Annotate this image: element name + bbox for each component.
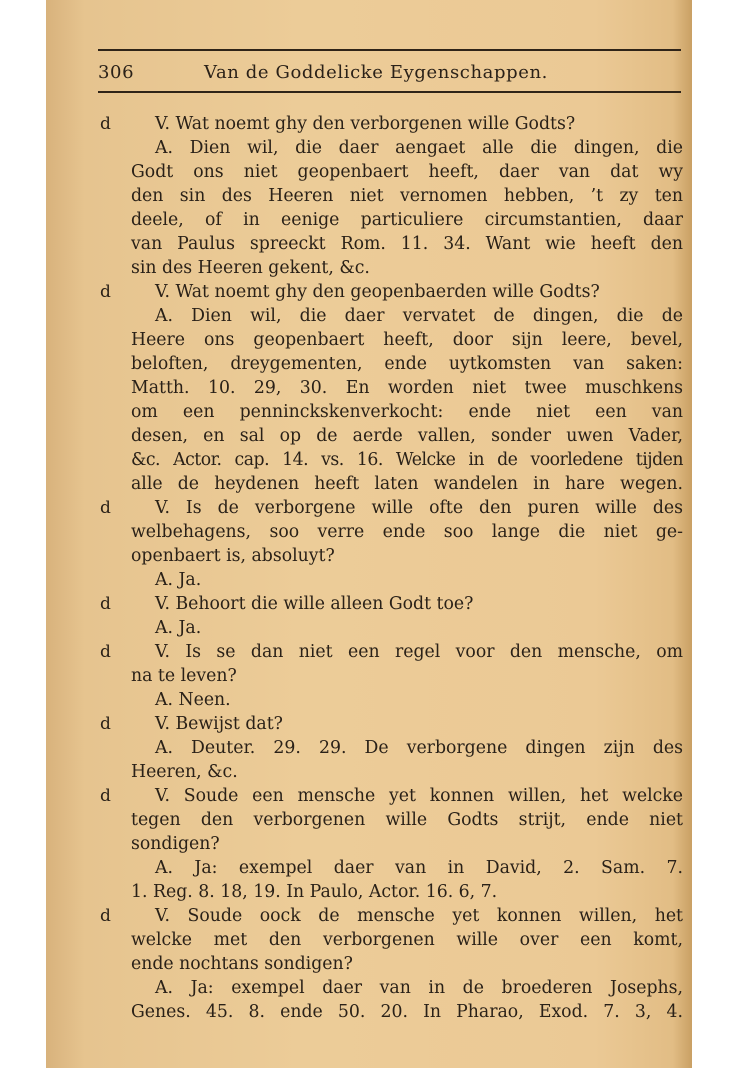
margin-mark: d <box>100 906 111 926</box>
text-line: A. Deuter. 29. 29. De verborgene dingen zijn des <box>155 738 683 758</box>
text-line: Heeren, &c. <box>131 762 238 782</box>
margin-mark: d <box>100 594 111 614</box>
text-line: A. Ja. <box>155 618 202 638</box>
text-line: den sin des Heeren niet vernomen hebben, ’t zy ten <box>131 186 683 206</box>
text-line: V. Wat noemt ghy den verborgenen wille Godts? <box>155 114 576 134</box>
text-line: Godt ons niet geopenbaert heeft, daer van dat wy <box>131 162 683 182</box>
text-line: beloften, dreygementen, ende uytkomsten van saken: <box>131 354 683 374</box>
margin-mark: d <box>100 114 111 134</box>
text-line: V. Behoort die wille alleen Godt toe? <box>155 594 474 614</box>
text-line: Matth. 10. 29, 30. En worden niet twee muschkens <box>131 378 683 398</box>
text-line: tegen den verborgenen wille Godts strijt, ende niet <box>131 810 683 830</box>
text-line: A. Neen. <box>155 690 231 710</box>
running-header <box>98 58 681 86</box>
running-title: Van de Goddelicke Eygenschappen. <box>204 62 549 83</box>
margin-mark: d <box>100 282 111 302</box>
text-line: van Paulus spreeckt Rom. 11. 34. Want wie heeft den <box>131 234 683 254</box>
text-line: sin des Heeren gekent, &c. <box>131 258 370 278</box>
text-line: A. Ja. <box>155 570 202 590</box>
text-line: V. Bewijst dat? <box>155 714 283 734</box>
header-bottom-rule <box>98 91 681 93</box>
margin-mark: d <box>100 786 111 806</box>
text-line: &c. Actor. cap. 14. vs. 16. Welcke in de voorledene tijden <box>131 450 683 470</box>
text-line: welcke met den verborgenen wille over een komt, <box>131 930 683 950</box>
header-top-rule <box>98 49 681 51</box>
margin-mark: d <box>100 642 111 662</box>
text-line: 1. Reg. 8. 18, 19. In Paulo, Actor. 16. 6, 7. <box>131 882 498 902</box>
margin-mark: d <box>100 714 111 734</box>
margin-mark: d <box>100 498 111 518</box>
text-line: alle de heydenen heeft laten wandelen in hare wegen. <box>131 474 683 494</box>
text-line: V. Wat noemt ghy den geopenbaerden wille Godts? <box>155 282 600 302</box>
text-line: V. Soude oock de mensche yet konnen willen, het <box>155 906 683 926</box>
text-line: desen, en sal op de aerde vallen, sonder uwen Vader, <box>131 426 683 446</box>
text-line: A. Dien wil, die daer vervatet de dingen, die de <box>155 306 683 326</box>
text-line: A. Ja: exempel daer van in de broederen Josephs, <box>155 978 683 998</box>
page-number: 306 <box>98 62 135 83</box>
text-line: A. Dien wil, die daer aengaet alle die dingen, die <box>155 138 683 158</box>
text-line: V. Soude een mensche yet konnen willen, het welcke <box>155 786 683 806</box>
text-line: Genes. 45. 8. ende 50. 20. In Pharao, Exod. 7. 3, 4. <box>131 1002 683 1022</box>
text-line: openbaert is, absoluyt? <box>131 546 335 566</box>
text-line: ende nochtans sondigen? <box>131 954 353 974</box>
text-line: welbehagens, soo verre ende soo lange die niet ge- <box>131 522 683 542</box>
text-line: na te leven? <box>131 666 237 686</box>
text-line: om een penninckskenverkocht: ende niet een van <box>131 402 683 422</box>
text-line: A. Ja: exempel daer van in David, 2. Sam. 7. <box>155 858 683 878</box>
text-line: V. Is se dan niet een regel voor den mensche, om <box>155 642 683 662</box>
text-line: deele, of in eenige particuliere circumstantien, daar <box>131 210 683 230</box>
text-line: Heere ons geopenbaert heeft, door sijn leere, bevel, <box>131 330 683 350</box>
text-line: sondigen? <box>131 834 220 854</box>
text-line: V. Is de verborgene wille ofte den puren wille des <box>155 498 683 518</box>
